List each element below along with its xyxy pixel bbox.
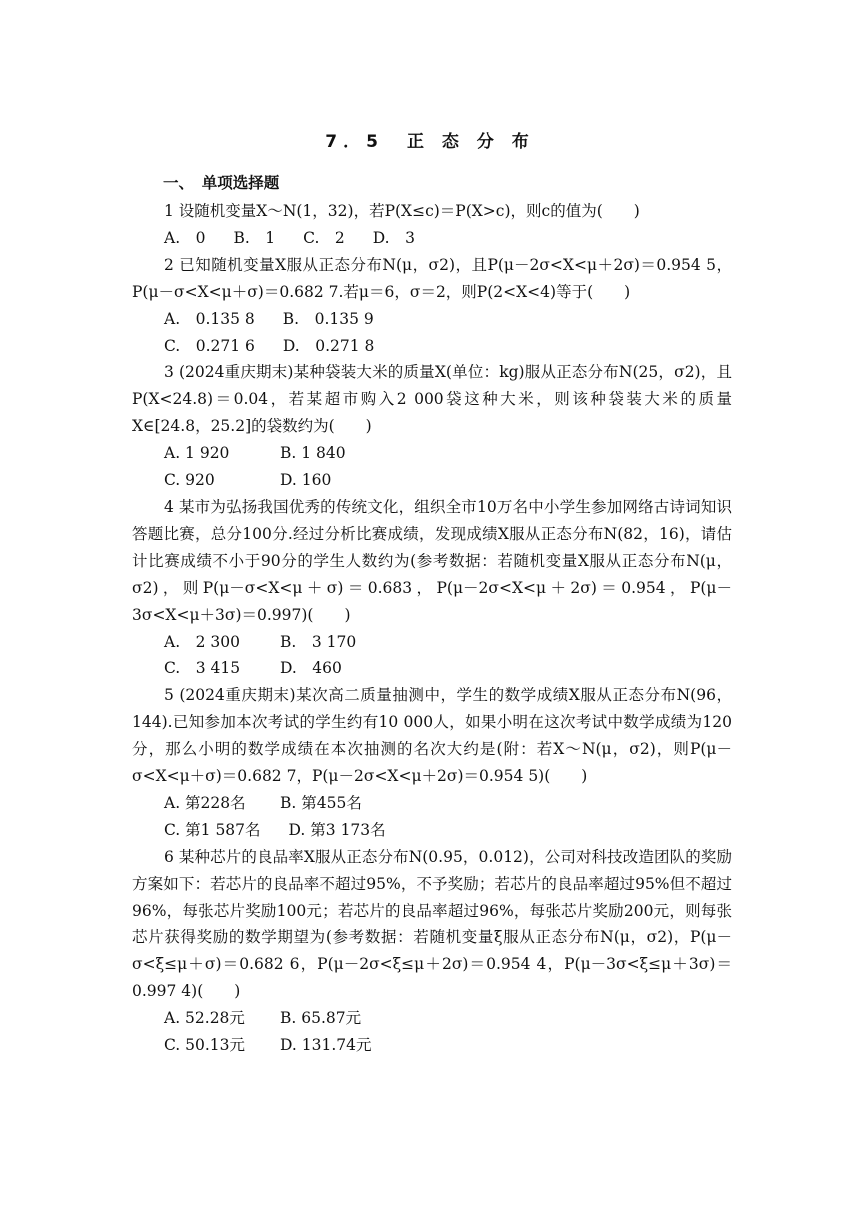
option-a: A. 1 920 — [164, 444, 230, 463]
option-a: A. 第228名 — [164, 793, 246, 812]
question-list — [132, 198, 732, 1059]
option-d: D. 160 — [280, 471, 332, 490]
option-c: C. 2 — [303, 228, 345, 247]
option-d: D. 460 — [280, 659, 342, 678]
option-d: D. 3 — [372, 228, 415, 247]
option-row — [132, 817, 732, 844]
option-row — [132, 1005, 732, 1032]
option-b: B. 65.87元 — [280, 1009, 362, 1028]
option-b: B. 第455名 — [280, 793, 362, 812]
question-4 — [132, 494, 732, 682]
option-b: B. 3 170 — [280, 632, 357, 651]
option-row — [132, 790, 732, 817]
option-d: D. 第3 173名 — [288, 820, 386, 839]
option-d: D. 131.74元 — [280, 1036, 372, 1055]
option-b: B. 1 840 — [280, 444, 346, 463]
question-stem: 1 设随机变量X～N(1，32)，若P(X≤c)＝P(X>c)，则c的值为( ) — [164, 202, 640, 220]
option-c: C. 50.13元 — [164, 1036, 246, 1055]
option-b: B. 1 — [233, 228, 276, 247]
option-c: C. 920 — [164, 471, 215, 490]
option-row — [132, 655, 732, 682]
question-stem: 2 已知随机变量X服从正态分布N(μ，σ2)，且P(μ－2σ<X<μ＋2σ)＝0.954 5，P(μ－σ<X<μ＋σ)＝0.682 7.若μ＝6，σ＝2，则P(2<X<4)等于( ) — [132, 255, 732, 301]
option-d: D. 0.271 8 — [282, 336, 375, 355]
option-b: B. 0.135 9 — [282, 309, 374, 328]
question-2 — [132, 252, 732, 360]
option-row — [132, 1032, 732, 1059]
option-a: A. 52.28元 — [164, 1009, 245, 1028]
question-stem: 3 (2024重庆期末)某种袋装大米的质量X(单位：kg)服从正态分布N(25，σ2)，且P(X<24.8)＝0.04，若某超市购入2 000袋这种大米，则该种袋装大米的质量X∈[24.8，25.2]的袋数约为( ) — [132, 363, 732, 436]
option-row — [132, 440, 732, 467]
option-c: C. 第1 587名 — [164, 820, 261, 839]
question-stem: 5 (2024重庆期末)某次高二质量抽测中，学生的数学成绩X服从正态分布N(96，144).已知参加本次考试的学生约有10 000人，如果小明在这次考试中数学成绩为120分，那么小明的数学成绩在本次抽测的名次大约是(附：若X～N(μ，σ2)，则P(μ－σ<X<μ＋σ)＝0.682 7，P(μ－2σ<X<μ＋2σ)＝0.954 5)( ) — [132, 686, 732, 786]
section-heading: 一、 单项选择题 — [163, 174, 280, 192]
option-c: C. 3 415 — [164, 659, 241, 678]
option-a: A. 0 — [164, 228, 206, 247]
question-3 — [132, 359, 732, 494]
option-row — [132, 225, 732, 252]
question-5 — [132, 682, 732, 843]
option-a: A. 0.135 8 — [164, 309, 255, 328]
option-row — [132, 306, 732, 333]
option-c: C. 0.271 6 — [164, 336, 255, 355]
option-a: A. 2 300 — [164, 632, 240, 651]
document-title: 7．5 正 态 分 布 — [325, 132, 535, 152]
option-row — [132, 333, 732, 360]
option-row — [132, 467, 732, 494]
question-stem: 4 某市为弘扬我国优秀的传统文化，组织全市10万名中小学生参加网络古诗词知识答题比赛，总分100分.经过分析比赛成绩，发现成绩X服从正态分布N(82，16)，请估计比赛成绩不小于90分的学生人数约为(参考数据：若随机变量X服从正态分布N(μ，σ2)，则P(μ－σ<X<μ＋σ)＝0.683，P(μ－2σ<X<μ＋2σ)＝0.954，P(μ－3σ<X<μ＋3σ)＝0.997)( ) — [132, 497, 732, 624]
option-row — [132, 629, 732, 656]
question-6 — [132, 844, 732, 1059]
question-stem: 6 某种芯片的良品率X服从正态分布N(0.95，0.012)，公司对科技改造团队的奖励方案如下：若芯片的良品率不超过95%，不予奖励；若芯片的良品率超过95%但不超过96%，每张芯片奖励100元；若芯片的良品率超过96%，每张芯片奖励200元，则每张芯片获得奖励的数学期望为(参考数据：若随机变量ξ服从正态分布N(μ，σ2)，P(μ－σ<ξ≤μ＋σ)＝0.682 6，P(μ－2σ<ξ≤μ＋2σ)＝0.954 4，P(μ－3σ<ξ≤μ＋3σ)＝0.997 4)( ) — [132, 847, 732, 1001]
question-1 — [132, 198, 732, 252]
